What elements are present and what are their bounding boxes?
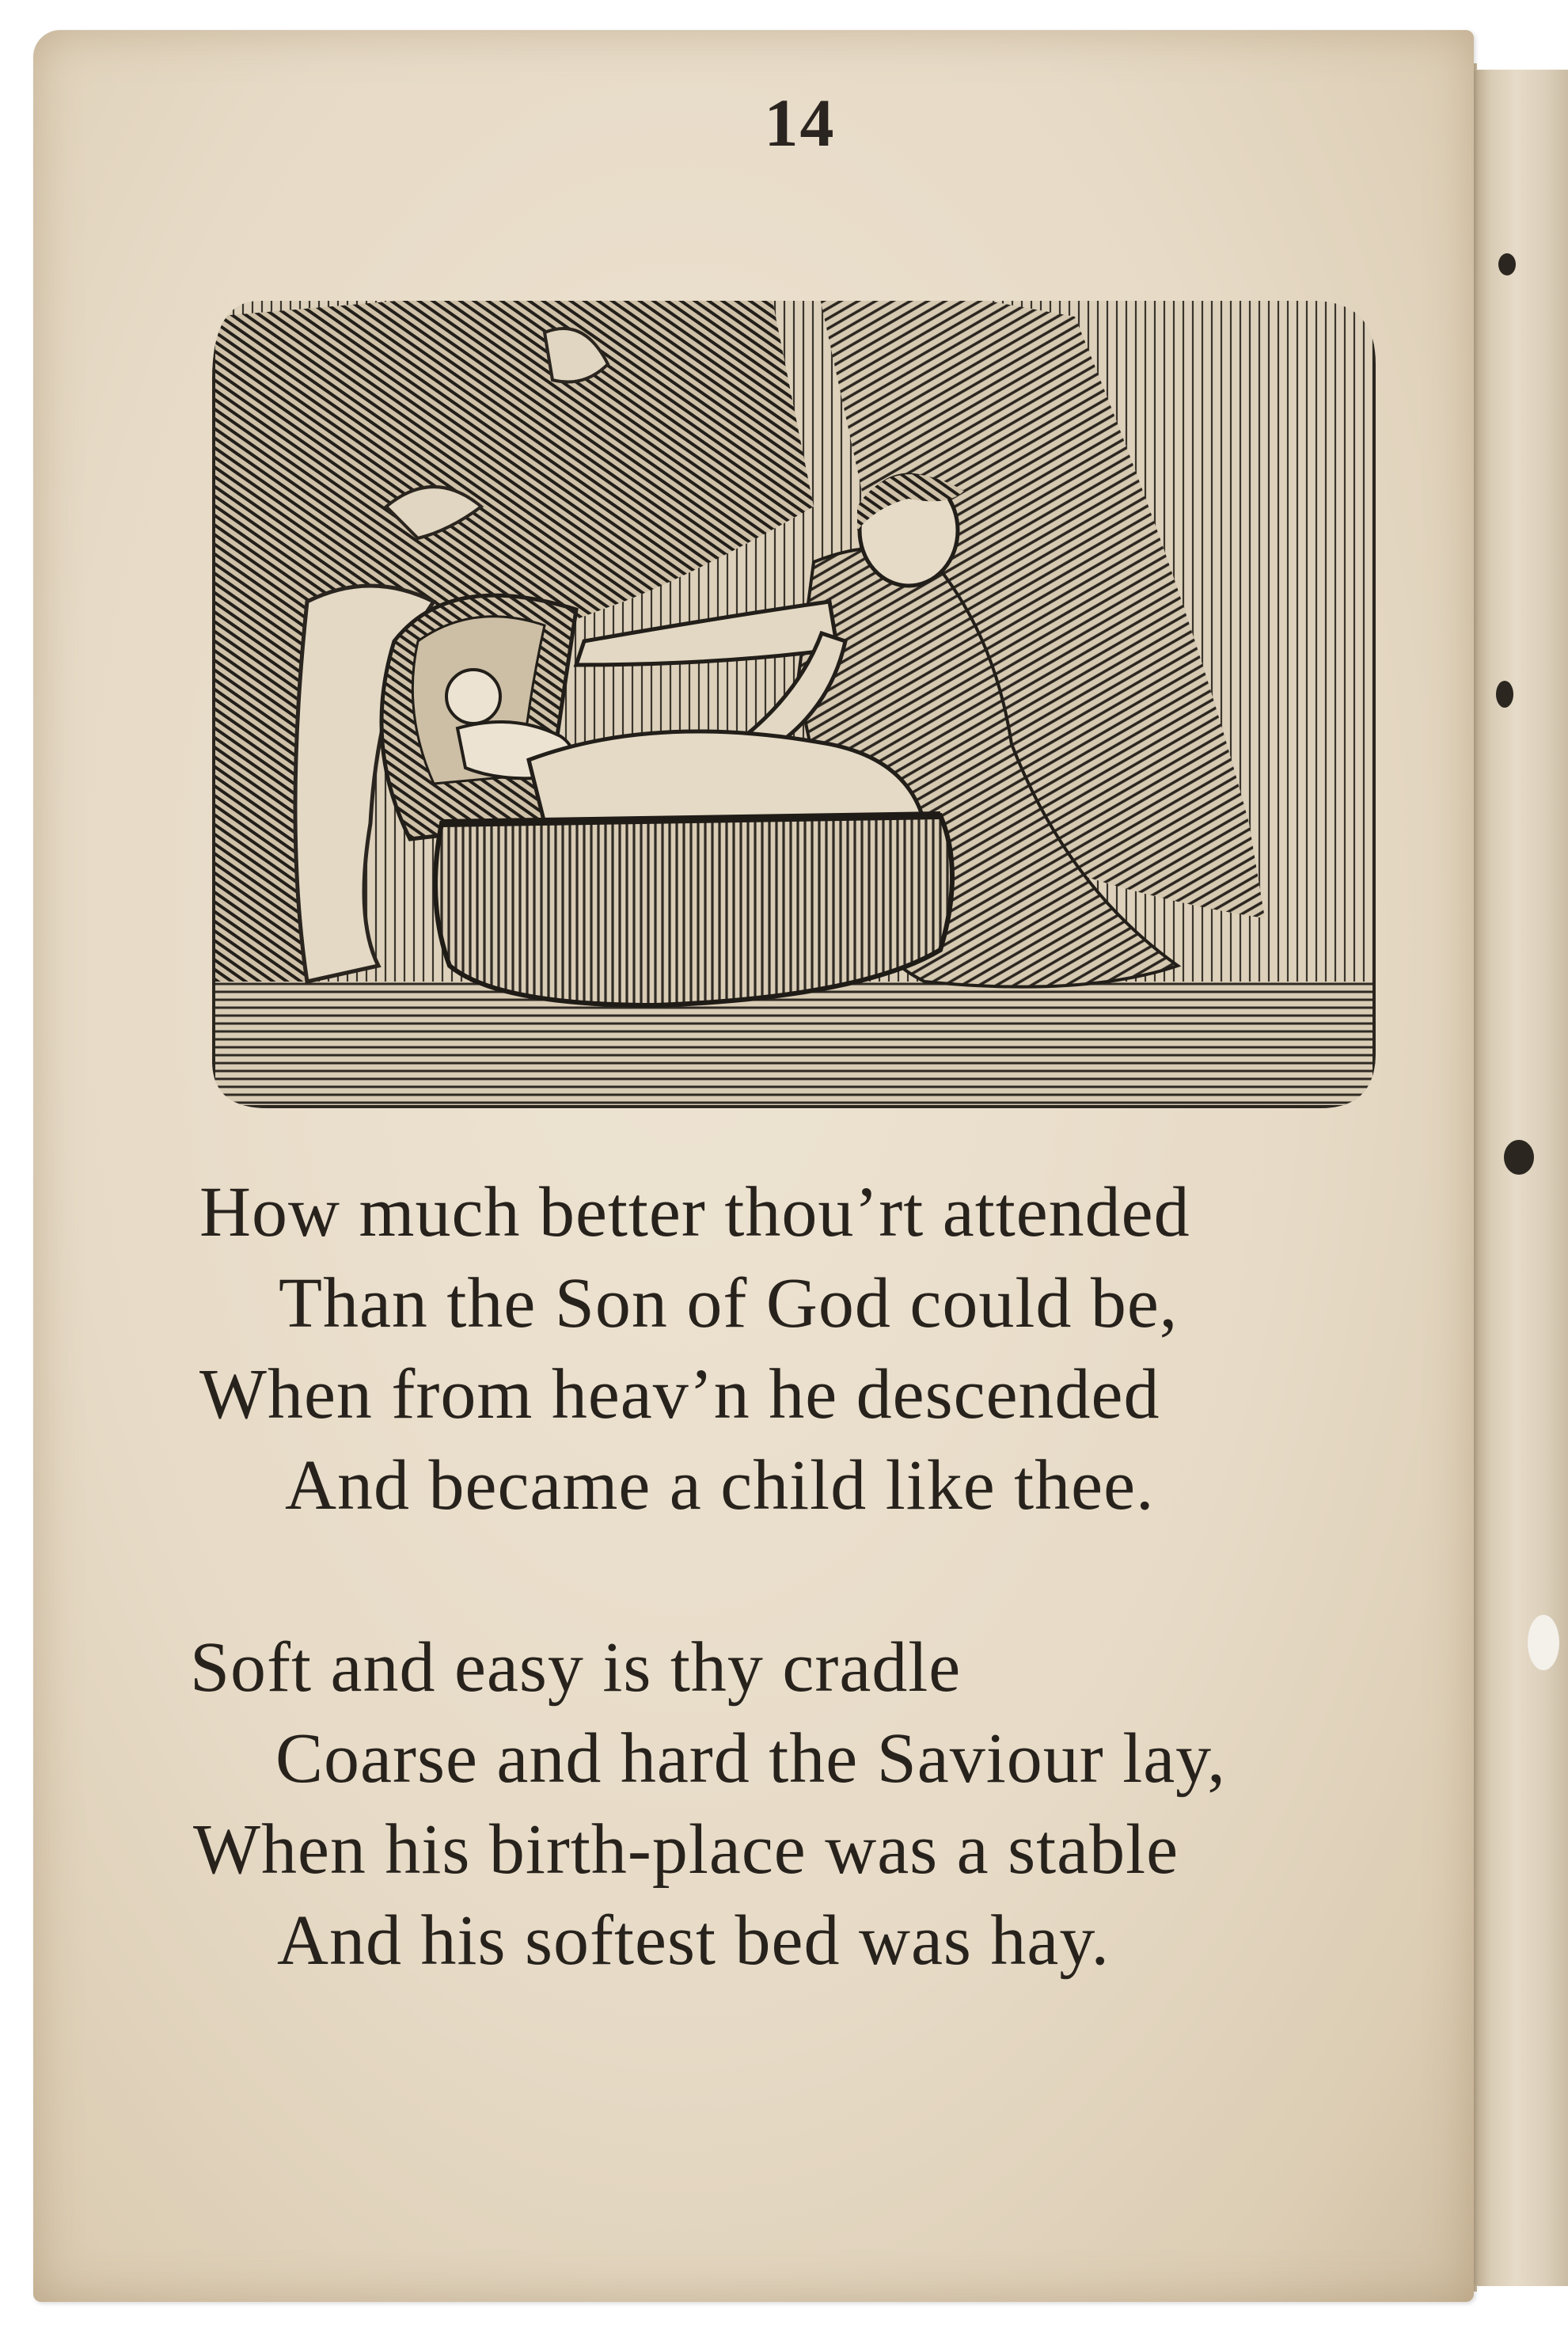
poem-line: And his softest bed was hay. (277, 1901, 1111, 1980)
cradle-engraving-illustration (212, 269, 1376, 1108)
binding-stitch (1528, 1615, 1559, 1670)
poem-line: Coarse and hard the Saviour lay, (275, 1719, 1226, 1798)
binding-stitch (1504, 1140, 1534, 1175)
poem-line: And became a child like thee. (285, 1446, 1155, 1525)
binding-stitch (1498, 253, 1516, 275)
poem-line: Than the Son of God could be, (279, 1264, 1179, 1343)
poem-line: When from heav’n he descended (199, 1355, 1160, 1434)
facing-page-strip (1474, 70, 1568, 2286)
page-number: 14 (764, 85, 836, 161)
poem-line: How much better thou’rt attended (199, 1173, 1190, 1251)
poem-line: When his birth-place was a stable (193, 1810, 1179, 1889)
poem-line: Soft and easy is thy cradle (190, 1628, 962, 1707)
binding-stitch (1496, 681, 1513, 708)
